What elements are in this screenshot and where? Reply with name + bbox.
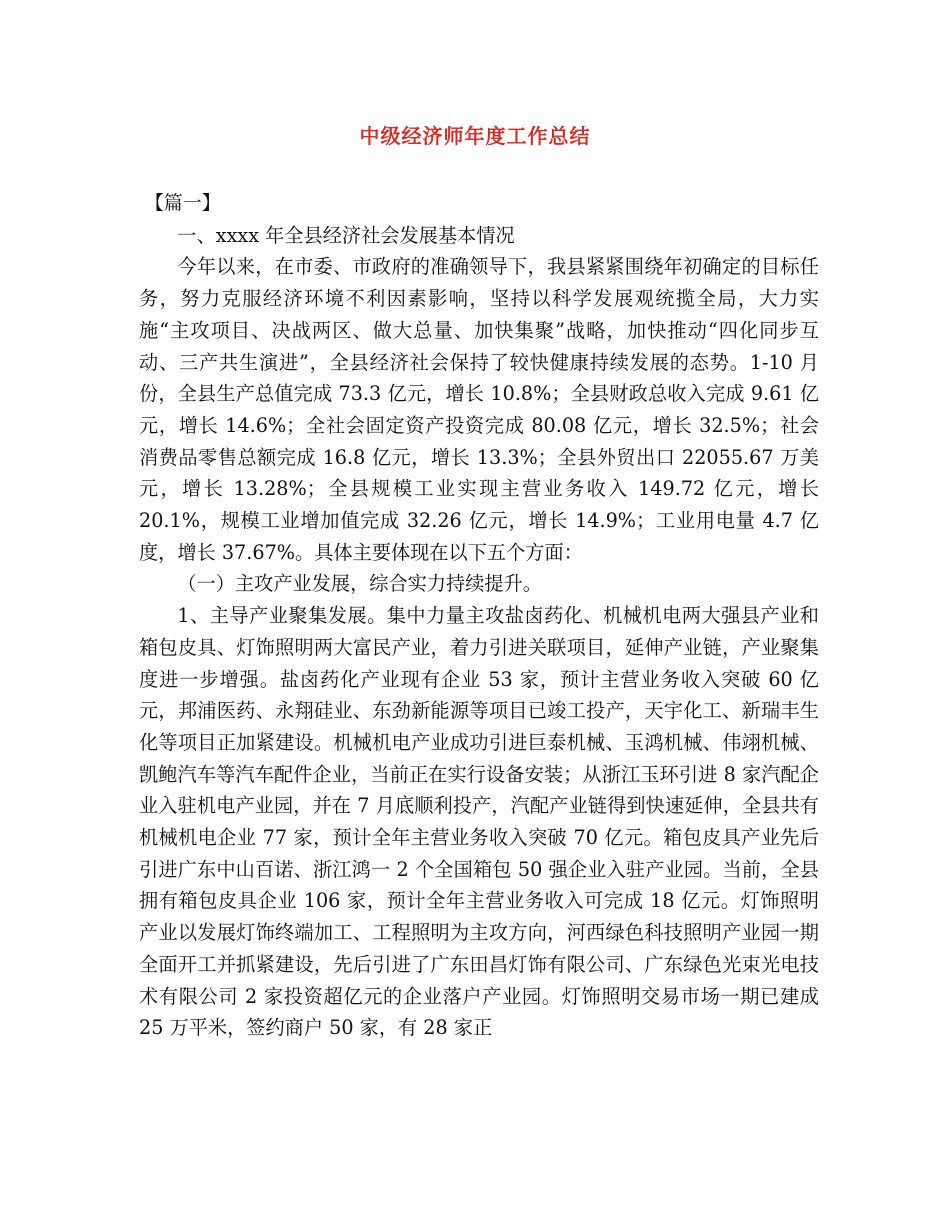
section-tag: 【篇一】 — [144, 192, 221, 214]
document-title: 中级经济师年度工作总结 — [359, 124, 591, 148]
section-heading: 一、xxxx 年全县经济社会发展基本情况 — [177, 223, 515, 247]
paragraph: 1、主导产业聚集发展。集中力量主攻盐卤药化、机械机电两大强县产业和箱包皮具、灯饰照明两大富民产业，着力引进关联项目，延伸产业链，产业聚集度进一步增强。盐卤药化产业现有企业 53 家，预计主营业务收入突破 60 亿元，邦浦医药、永翔硅业、东劲新能源等项目已竣工投产，天宇化工、新瑞丰生化等项目正加紧建设。机械机电产业成功引进巨泰机械、玉鸿机械、伟翊机械、凯鲍汽车等汽车配件企业，当前正在实行设备安装；从浙江玉环引进 8 家汽配企业入驻机电产业园，并在 7 月底顺利投产，汽配产业链得到快速延伸，全县共有机械机电企业 77 家，预计全年主营业务收入突破 70 亿元。箱包皮具产业先后引进广东中山百诺、浙江鸿一 2 个全国箱包 50 强企业入驻产业园。当前，全县拥有箱包皮具企业 106 家，预计全年主营业务收入可完成 18 亿元。灯饰照明产业以发展灯饰终端加工、工程照明为主攻方向，河西绿色科技照明产业园一期全面开工并抓紧建设，先后引进了广东田昌灯饰有限公司、广东绿色光束光电技术有限公司 2 家投资超亿元的企业落户产业园。灯饰照明交易市场一期已建成 25 万平米，签约商户 50 家，有 28 家正 — [139, 604, 819, 1040]
subsection-heading: （一）主攻产业发展，综合实力持续提升。 — [177, 572, 542, 596]
paragraph: 今年以来，在市委、市政府的准确领导下，我县紧紧围绕年初确定的目标任务，努力克服经济环境不利因素影响，坚持以科学发展观统揽全局，大力实施“主攻项目、决战两区、做大总量、加快集聚”战略，加快推动“四化同步互动、三产共生演进”，全县经济社会保持了较快健康持续发展的态势。1-10 月份，全县生产总值完成 73.3 亿元，增长 10.8%；全县财政总收入完成 9.61 亿元，增长 14.6%；全社会固定资产投资完成 80.08 亿元，增长 32.5%；社会消费品零售总额完成 16.8 亿元，增长 13.3%；全县外贸出口 22055.67 万美元，增长 13.28%；全县规模工业实现主营业务收入 149.72 亿元，增长 20.1%，规模工业增加值完成 32.26 亿元，增长 14.9%；工业用电量 4.7 亿度，增长 37.67%。具体主要体现在以下五个方面： — [139, 255, 819, 564]
document-body — [139, 188, 819, 1044]
